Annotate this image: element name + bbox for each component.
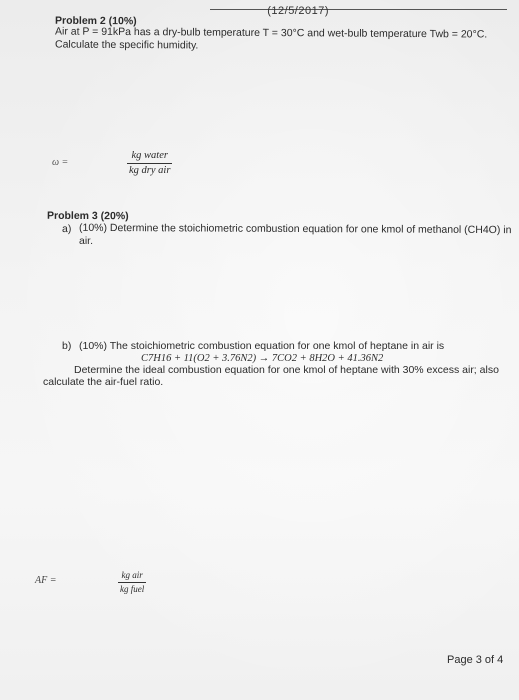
fraction-bar: [127, 163, 172, 164]
af-unit-denominator: kg fuel: [120, 584, 145, 594]
specific-humidity-unit: [127, 150, 172, 177]
air-fuel-unit: [118, 570, 146, 595]
unit-numerator: kg water: [131, 150, 168, 161]
problem-2-instruction: Calculate the specific humidity.: [54, 38, 199, 52]
header-date: (12/5/2017): [267, 5, 329, 17]
af-label: AF =: [35, 575, 57, 586]
header-rule: [210, 5, 507, 17]
problem-2-title: Problem 2 (10%): [54, 14, 137, 28]
af-fraction-bar: [118, 582, 146, 583]
heptane-equation: C7H16 + 11(O2 + 3.76N2) → 7CO2 + 8H2O + 41.36N2: [141, 353, 384, 364]
part-b-statement: (10%) The stoichiometric combustion equation for one kmol of heptane in air is: [79, 340, 445, 352]
part-a-marker: a): [61, 222, 72, 236]
unit-denominator: kg dry air: [129, 165, 171, 176]
part-a-question: (10%) Determine the stoichiometric combustion equation for one kmol of methanol (CH4O) in: [78, 221, 512, 237]
part-b-question: Determine the ideal combustion equation for one kmol of heptane with 30% excess air; also: [74, 364, 499, 376]
af-unit-numerator: kg air: [121, 570, 143, 580]
page-number: Page 3 of 4: [447, 654, 504, 666]
part-b-marker: b): [62, 340, 72, 352]
part-b-question-cont: calculate the air-fuel ratio.: [43, 376, 164, 388]
omega-label: ω =: [52, 157, 69, 168]
problem-2-statement: Air at P = 91kPa has a dry-bulb temperature T = 30°C and wet-bulb temperature Twb = 20°C.: [54, 25, 488, 41]
problem-3-title: Problem 3 (20%): [46, 209, 129, 223]
part-a-question-cont: air.: [79, 235, 94, 247]
